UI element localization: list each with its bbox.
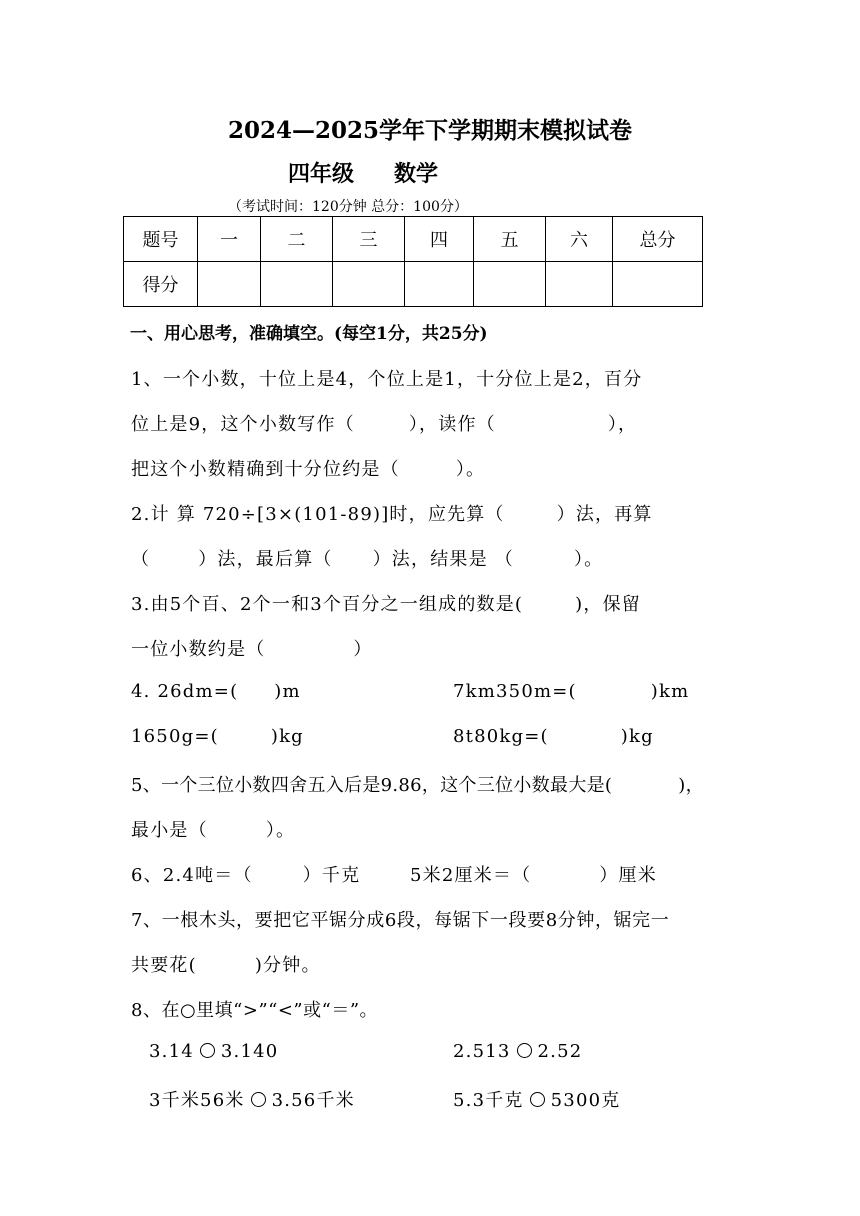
score-input-cell[interactable]: [474, 262, 546, 307]
score-header-cell: 三: [333, 217, 405, 262]
comparison-item: [149, 1041, 278, 1062]
q6-text: 5米2厘米＝（: [410, 865, 532, 886]
score-input-cell[interactable]: [261, 262, 333, 307]
score-table-score-row: [124, 262, 703, 307]
q1-text: ），读作（: [408, 414, 496, 435]
q1-text: ），: [607, 414, 638, 435]
q4-text: 8t80kg=(: [453, 726, 549, 747]
question-6-item-a: [131, 861, 360, 887]
score-input-cell[interactable]: [613, 262, 703, 307]
question-8-stem: 8、在○里填“>”“<”或“＝”。: [131, 1000, 379, 1021]
compare-circle-blank[interactable]: [251, 1092, 266, 1107]
q4-text: )m: [274, 681, 301, 702]
q2-text: ）法，结果是 （: [372, 549, 514, 570]
q2-text: （: [131, 549, 151, 570]
score-input-cell[interactable]: [198, 262, 261, 307]
section-heading: 一、用心思考，准确填空。(每空1分，共25分): [130, 324, 488, 344]
compare-right: 3.56千米: [271, 1090, 355, 1111]
compare-circle-blank[interactable]: [530, 1092, 545, 1107]
score-table-header-row: [124, 217, 703, 262]
question-1-line-3: [131, 455, 485, 481]
question-5-line-1: [131, 771, 704, 797]
q3-text: ）: [353, 639, 373, 660]
score-header-cell: 一: [198, 217, 261, 262]
compare-left: 5.3千克: [453, 1090, 524, 1111]
question-1-line-1: 1、一个小数，十位上是4，个位上是1，十分位上是2，百分: [131, 369, 643, 390]
compare-right: 3.140: [220, 1041, 279, 1062]
question-7-line-1: 7、一根木头，要把它平锯分成6段，每锯下一段要8分钟，锯完一: [131, 910, 670, 931]
exam-title: 2024—2025学年下学期期末模拟试卷: [227, 117, 633, 144]
q5-text: 最小是（: [131, 820, 208, 841]
q4-text: 4. 26dm=(: [131, 681, 239, 702]
comparison-item: [149, 1086, 355, 1112]
q6-text: 6、2.4吨＝（: [131, 865, 253, 886]
question-1-line-2: [131, 410, 637, 436]
score-table: [123, 216, 703, 307]
question-4-item-c: [131, 726, 304, 747]
score-header-cell: 四: [405, 217, 474, 262]
q7-text: 共要花(: [131, 955, 197, 976]
q4-text: )kg: [270, 726, 304, 747]
q2-text: 2.计 算 720÷[3×(101-89)]时，应先算（: [131, 504, 505, 525]
score-header-cell: 总分: [613, 217, 703, 262]
comparison-item: [453, 1041, 582, 1062]
exam-subtitle: [288, 157, 438, 188]
question-3-line-2: [131, 635, 373, 661]
score-row-label: 得分: [124, 262, 198, 307]
exam-info: （考试时间：120分钟 总分：100分）: [228, 199, 468, 215]
q4-text: 7km350m=(: [453, 681, 577, 702]
compare-right: 5300克: [550, 1090, 621, 1111]
q7-text: )分钟。: [254, 955, 321, 976]
grade-label: 四年级: [288, 161, 355, 187]
question-2-line-2: [131, 545, 603, 571]
q1-text: ）。: [455, 459, 486, 480]
subject-label: 数学: [394, 161, 439, 187]
q6-text: ）厘米: [599, 865, 657, 886]
q3-text: )，保留: [575, 594, 641, 615]
q1-text: 把这个小数精确到十分位约是（: [131, 459, 400, 480]
question-6-item-b: [410, 861, 657, 887]
question-2-line-1: [131, 500, 653, 526]
q2-text: ）。: [573, 549, 604, 570]
q3-text: 3.由5个百、2个一和3个百分之一组成的数是(: [131, 594, 524, 615]
score-header-cell: 五: [474, 217, 546, 262]
compare-circle-blank[interactable]: [517, 1043, 532, 1058]
q4-text: 1650g=(: [131, 726, 219, 747]
q1-text: 位上是9，这个小数写作（: [131, 414, 355, 435]
q5-text: )，: [678, 775, 704, 796]
compare-left: 3千米56米: [149, 1090, 245, 1111]
q5-text: ）。: [265, 820, 296, 841]
score-header-cell: 二: [261, 217, 333, 262]
question-7-line-2: [131, 951, 321, 977]
compare-left: 2.513: [453, 1041, 511, 1062]
question-3-line-1: [131, 590, 641, 616]
q2-text: ）法，再算: [556, 504, 653, 525]
compare-circle-blank[interactable]: [200, 1043, 215, 1058]
q5-text: 5、一个三位小数四舍五入后是9.86，这个三位小数最大是(: [131, 775, 613, 796]
score-input-cell[interactable]: [333, 262, 405, 307]
score-header-cell: 题号: [124, 217, 198, 262]
q2-text: ）法，最后算（: [198, 549, 333, 570]
compare-left: 3.14: [149, 1041, 194, 1062]
compare-right: 2.52: [537, 1041, 583, 1062]
question-5-line-2: [131, 816, 295, 842]
question-4-item-a: [131, 681, 301, 702]
q3-text: 一位小数约是（: [131, 639, 266, 660]
q4-text: )kg: [620, 726, 654, 747]
q4-text: )km: [650, 681, 690, 702]
comparison-item: [453, 1086, 620, 1112]
score-input-cell[interactable]: [405, 262, 474, 307]
score-input-cell[interactable]: [546, 262, 613, 307]
question-4-item-b: [453, 681, 689, 702]
question-4-item-d: [453, 726, 654, 747]
score-header-cell: 六: [546, 217, 613, 262]
q6-text: ）千克: [302, 865, 361, 886]
